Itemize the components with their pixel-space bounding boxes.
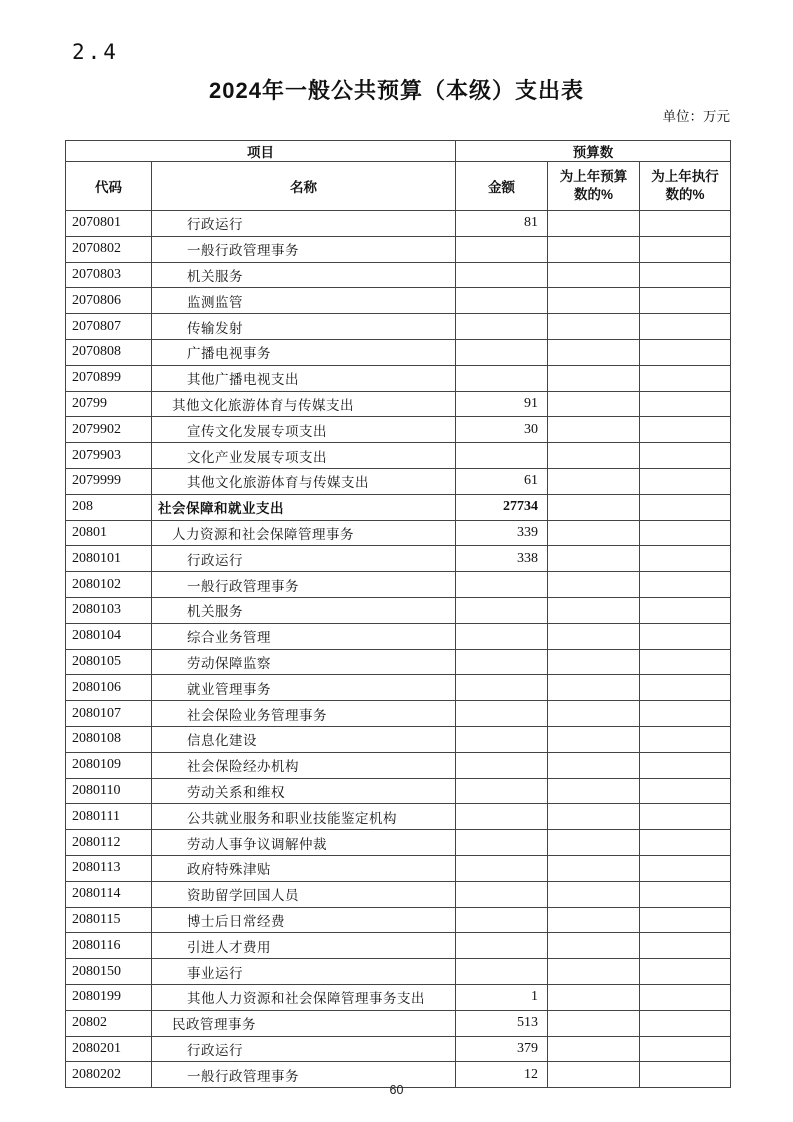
- row-pct-budget-cell: [548, 339, 640, 365]
- row-name-cell: 文化产业发展专项支出: [152, 443, 456, 469]
- row-code-cell: 2070803: [66, 262, 152, 288]
- row-name-cell: 博士后日常经费: [152, 907, 456, 933]
- row-code-cell: 2080101: [66, 546, 152, 572]
- row-name-cell: 机关服务: [152, 262, 456, 288]
- row-code-cell: 2080102: [66, 572, 152, 598]
- row-pct-exec-cell: [640, 520, 731, 546]
- row-pct-budget-cell: [548, 701, 640, 727]
- row-pct-exec-cell: [640, 417, 731, 443]
- row-pct-budget-cell: [548, 236, 640, 262]
- row-pct-exec-cell: [640, 288, 731, 314]
- row-pct-budget-cell: [548, 520, 640, 546]
- row-pct-budget-cell: [548, 726, 640, 752]
- table-row: [66, 572, 731, 598]
- row-amount-cell: [456, 804, 548, 830]
- row-code-cell: 2080109: [66, 752, 152, 778]
- row-code-cell: 2080111: [66, 804, 152, 830]
- table-row: [66, 907, 731, 933]
- row-pct-budget-cell: [548, 572, 640, 598]
- table-row: [66, 959, 731, 985]
- row-name-cell: 宣传文化发展专项支出: [152, 417, 456, 443]
- table-row: [66, 288, 731, 314]
- row-code-cell: 208: [66, 494, 152, 520]
- row-pct-budget-cell: [548, 211, 640, 237]
- table-row: [66, 804, 731, 830]
- table-row: [66, 211, 731, 237]
- table-row: [66, 1010, 731, 1036]
- row-amount-cell: [456, 314, 548, 340]
- row-name-cell: 资助留学回国人员: [152, 881, 456, 907]
- page-title: 2024年一般公共预算（本级）支出表: [209, 78, 584, 103]
- row-pct-budget-cell: [548, 288, 640, 314]
- row-amount-cell: 339: [456, 520, 548, 546]
- row-name-cell: 社会保障和就业支出: [152, 494, 456, 520]
- row-pct-exec-cell: [640, 701, 731, 727]
- row-pct-exec-cell: [640, 907, 731, 933]
- table-row: [66, 1036, 731, 1062]
- row-amount-cell: [456, 365, 548, 391]
- row-pct-budget-cell: [548, 391, 640, 417]
- row-amount-cell: [456, 572, 548, 598]
- row-name-cell: 行政运行: [152, 546, 456, 572]
- row-pct-exec-cell: [640, 597, 731, 623]
- header-columns-row: [66, 162, 731, 211]
- row-name-cell: 政府特殊津贴: [152, 855, 456, 881]
- row-amount-cell: 1: [456, 984, 548, 1010]
- row-code-cell: 2080107: [66, 701, 152, 727]
- table-row: [66, 597, 731, 623]
- row-name-cell: 劳动人事争议调解仲裁: [152, 830, 456, 856]
- row-pct-budget-cell: [548, 314, 640, 340]
- row-name-cell: 就业管理事务: [152, 675, 456, 701]
- row-pct-budget-cell: [548, 855, 640, 881]
- row-pct-budget-cell: [548, 623, 640, 649]
- row-name-cell: 行政运行: [152, 211, 456, 237]
- row-pct-budget-cell: [548, 804, 640, 830]
- row-pct-budget-cell: [548, 675, 640, 701]
- row-amount-cell: [456, 236, 548, 262]
- row-pct-exec-cell: [640, 262, 731, 288]
- table-row: [66, 649, 731, 675]
- row-code-cell: 2080104: [66, 623, 152, 649]
- header-group-row: [66, 141, 731, 162]
- row-amount-cell: [456, 623, 548, 649]
- row-pct-exec-cell: [640, 494, 731, 520]
- row-code-cell: 2080106: [66, 675, 152, 701]
- row-amount-cell: [456, 752, 548, 778]
- row-code-cell: 20799: [66, 391, 152, 417]
- row-pct-budget-cell: [548, 778, 640, 804]
- table-row: [66, 984, 731, 1010]
- row-code-cell: 2080150: [66, 959, 152, 985]
- table-row: [66, 675, 731, 701]
- row-pct-exec-cell: [640, 1010, 731, 1036]
- row-code-cell: 2080114: [66, 881, 152, 907]
- row-amount-cell: [456, 701, 548, 727]
- row-code-cell: 2080202: [66, 1062, 152, 1088]
- row-name-cell: 一般行政管理事务: [152, 236, 456, 262]
- table-row: [66, 520, 731, 546]
- row-name-cell: 传输发射: [152, 314, 456, 340]
- row-amount-cell: [456, 855, 548, 881]
- header-project-group: 项目: [66, 141, 456, 162]
- table-row: [66, 933, 731, 959]
- header-pct-budget-label: 为上年预算数的%: [559, 168, 628, 202]
- row-code-cell: 2080199: [66, 984, 152, 1010]
- row-amount-cell: [456, 288, 548, 314]
- row-pct-budget-cell: [548, 959, 640, 985]
- row-pct-budget-cell: [548, 597, 640, 623]
- row-pct-exec-cell: [640, 236, 731, 262]
- row-name-cell: 劳动关系和维权: [152, 778, 456, 804]
- row-name-cell: 社会保险经办机构: [152, 752, 456, 778]
- row-pct-exec-cell: [640, 984, 731, 1010]
- row-amount-cell: [456, 597, 548, 623]
- row-name-cell: 其他广播电视支出: [152, 365, 456, 391]
- row-amount-cell: 379: [456, 1036, 548, 1062]
- row-code-cell: 2070899: [66, 365, 152, 391]
- row-amount-cell: [456, 959, 548, 985]
- row-pct-budget-cell: [548, 984, 640, 1010]
- row-code-cell: 2080105: [66, 649, 152, 675]
- row-amount-cell: [456, 830, 548, 856]
- table-row: [66, 236, 731, 262]
- row-pct-exec-cell: [640, 211, 731, 237]
- row-amount-cell: [456, 443, 548, 469]
- row-pct-exec-cell: [640, 804, 731, 830]
- row-code-cell: 2080113: [66, 855, 152, 881]
- row-pct-budget-cell: [548, 649, 640, 675]
- row-code-cell: 2080103: [66, 597, 152, 623]
- row-amount-cell: [456, 649, 548, 675]
- header-budget-group: 预算数: [456, 141, 731, 162]
- row-code-cell: 2070806: [66, 288, 152, 314]
- row-amount-cell: 513: [456, 1010, 548, 1036]
- row-pct-exec-cell: [640, 365, 731, 391]
- row-pct-exec-cell: [640, 443, 731, 469]
- table-row: [66, 468, 731, 494]
- row-pct-exec-cell: [640, 881, 731, 907]
- row-pct-budget-cell: [548, 546, 640, 572]
- row-code-cell: 2070801: [66, 211, 152, 237]
- row-amount-cell: [456, 907, 548, 933]
- row-pct-exec-cell: [640, 1036, 731, 1062]
- row-code-cell: 2080112: [66, 830, 152, 856]
- unit-label: 单位：万元: [662, 109, 730, 124]
- row-name-cell: 其他文化旅游体育与传媒支出: [152, 468, 456, 494]
- row-pct-exec-cell: [640, 546, 731, 572]
- table-body: [66, 211, 731, 1088]
- row-pct-budget-cell: [548, 907, 640, 933]
- row-pct-budget-cell: [548, 417, 640, 443]
- table-row: [66, 262, 731, 288]
- table-header: [66, 141, 731, 211]
- row-pct-budget-cell: [548, 365, 640, 391]
- row-pct-exec-cell: [640, 623, 731, 649]
- row-name-cell: 社会保险业务管理事务: [152, 701, 456, 727]
- table-row: [66, 417, 731, 443]
- row-pct-exec-cell: [640, 339, 731, 365]
- row-code-cell: 2080116: [66, 933, 152, 959]
- row-pct-budget-cell: [548, 468, 640, 494]
- table-row: [66, 752, 731, 778]
- row-code-cell: 2070808: [66, 339, 152, 365]
- row-pct-budget-cell: [548, 881, 640, 907]
- row-name-cell: 劳动保障监察: [152, 649, 456, 675]
- row-amount-cell: 30: [456, 417, 548, 443]
- row-name-cell: 事业运行: [152, 959, 456, 985]
- row-name-cell: 行政运行: [152, 1036, 456, 1062]
- row-amount-cell: 61: [456, 468, 548, 494]
- row-name-cell: 一般行政管理事务: [152, 572, 456, 598]
- row-name-cell: 一般行政管理事务: [152, 1062, 456, 1088]
- row-pct-exec-cell: [640, 726, 731, 752]
- row-pct-exec-cell: [640, 752, 731, 778]
- row-code-cell: 20801: [66, 520, 152, 546]
- row-name-cell: 综合业务管理: [152, 623, 456, 649]
- row-amount-cell: [456, 933, 548, 959]
- row-pct-exec-cell: [640, 314, 731, 340]
- row-name-cell: 民政管理事务: [152, 1010, 456, 1036]
- row-name-cell: 引进人才费用: [152, 933, 456, 959]
- row-name-cell: 机关服务: [152, 597, 456, 623]
- row-code-cell: 2080201: [66, 1036, 152, 1062]
- row-name-cell: 其他文化旅游体育与传媒支出: [152, 391, 456, 417]
- row-name-cell: 人力资源和社会保障管理事务: [152, 520, 456, 546]
- row-amount-cell: [456, 339, 548, 365]
- row-amount-cell: 91: [456, 391, 548, 417]
- row-pct-exec-cell: [640, 778, 731, 804]
- table-row: [66, 314, 731, 340]
- row-name-cell: 信息化建设: [152, 726, 456, 752]
- row-code-cell: 2070802: [66, 236, 152, 262]
- row-name-cell: 监测监管: [152, 288, 456, 314]
- row-pct-exec-cell: [640, 855, 731, 881]
- budget-table: [65, 140, 731, 1088]
- row-pct-exec-cell: [640, 933, 731, 959]
- header-pct-exec-label: 为上年执行数的%: [651, 168, 719, 202]
- table-row: [66, 339, 731, 365]
- table-row: [66, 830, 731, 856]
- section-label: 2.4: [72, 40, 119, 64]
- row-amount-cell: 27734: [456, 494, 548, 520]
- row-amount-cell: [456, 675, 548, 701]
- row-code-cell: 2080108: [66, 726, 152, 752]
- row-amount-cell: 81: [456, 211, 548, 237]
- row-code-cell: 2079903: [66, 443, 152, 469]
- row-pct-budget-cell: [548, 443, 640, 469]
- table-row: [66, 701, 731, 727]
- row-pct-budget-cell: [548, 830, 640, 856]
- row-pct-budget-cell: [548, 933, 640, 959]
- row-amount-cell: [456, 778, 548, 804]
- row-code-cell: 2080110: [66, 778, 152, 804]
- row-pct-budget-cell: [548, 262, 640, 288]
- row-name-cell: 广播电视事务: [152, 339, 456, 365]
- header-name: 名称: [152, 162, 456, 211]
- row-pct-exec-cell: [640, 649, 731, 675]
- header-pct-exec: [640, 162, 731, 211]
- row-pct-exec-cell: [640, 391, 731, 417]
- header-amount: 金额: [456, 162, 548, 211]
- row-name-cell: 其他人力资源和社会保障管理事务支出: [152, 984, 456, 1010]
- row-pct-budget-cell: [548, 494, 640, 520]
- table-row: [66, 494, 731, 520]
- row-code-cell: 2070807: [66, 314, 152, 340]
- row-amount-cell: [456, 262, 548, 288]
- row-pct-exec-cell: [640, 468, 731, 494]
- header-pct-budget: [548, 162, 640, 211]
- row-name-cell: 公共就业服务和职业技能鉴定机构: [152, 804, 456, 830]
- row-pct-budget-cell: [548, 1010, 640, 1036]
- row-pct-exec-cell: [640, 675, 731, 701]
- table-row: [66, 881, 731, 907]
- table-row: [66, 623, 731, 649]
- table-row: [66, 365, 731, 391]
- table-row: [66, 391, 731, 417]
- row-amount-cell: [456, 881, 548, 907]
- table-row: [66, 778, 731, 804]
- table-row: [66, 546, 731, 572]
- row-amount-cell: 338: [456, 546, 548, 572]
- row-code-cell: 2079999: [66, 468, 152, 494]
- row-code-cell: 2080115: [66, 907, 152, 933]
- page-number: 60: [389, 1083, 404, 1097]
- row-code-cell: 2079902: [66, 417, 152, 443]
- table-row: [66, 855, 731, 881]
- row-amount-cell: 12: [456, 1062, 548, 1088]
- row-pct-exec-cell: [640, 959, 731, 985]
- table-row: [66, 726, 731, 752]
- table-row: [66, 443, 731, 469]
- row-code-cell: 20802: [66, 1010, 152, 1036]
- row-pct-exec-cell: [640, 830, 731, 856]
- header-code: 代码: [66, 162, 152, 211]
- row-pct-budget-cell: [548, 1036, 640, 1062]
- row-pct-exec-cell: [640, 572, 731, 598]
- row-pct-budget-cell: [548, 752, 640, 778]
- row-amount-cell: [456, 726, 548, 752]
